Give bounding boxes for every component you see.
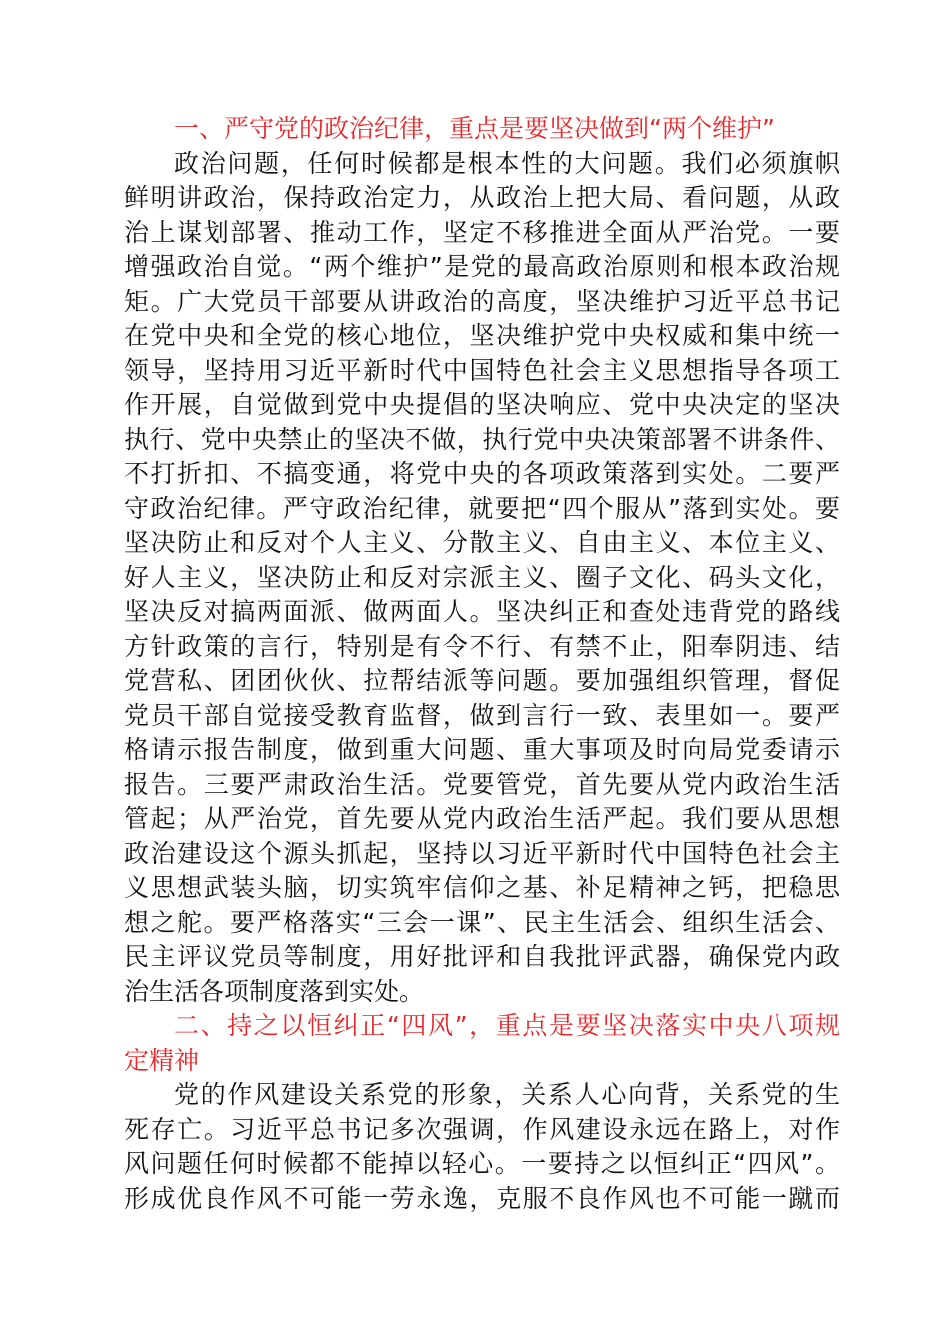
paragraph-line: 矩。广大党员干部要从讲政治的高度，坚决维护习近平总书记 <box>124 286 840 316</box>
paragraph-line: 政治问题，任何时候都是根本性的大问题。我们必须旗帜 <box>174 148 840 178</box>
section-2-heading-continued: 定精神 <box>124 1045 200 1075</box>
paragraph-line: 想之舵。要严格落实“三会一课”、民主生活会、组织生活会、 <box>124 907 840 937</box>
paragraph-line: 坚决防止和反对个人主义、分散主义、自由主义、本位主义、 <box>124 528 840 557</box>
paragraph-line: 方针政策的言行，特别是有令不行、有禁不止，阳奉阴违、结 <box>124 631 840 661</box>
paragraph-line: 党营私、团团伙伙、拉帮结派等问题。要加强组织管理，督促 <box>124 666 840 695</box>
paragraph-line: 党的作风建设关系党的形象，关系人心向背，关系党的生 <box>174 1080 840 1109</box>
paragraph-line: 管起；从严治党，首先要从党内政治生活严起。我们要从思想 <box>124 804 840 833</box>
paragraph-line: 政治建设这个源头抓起，坚持以习近平新时代中国特色社会主 <box>124 838 840 868</box>
paragraph-line: 鲜明讲政治，保持政治定力，从政治上把大局、看问题，从政 <box>124 183 840 212</box>
paragraph-line: 守政治纪律。严守政治纪律，就要把“四个服从”落到实处。要 <box>124 493 840 523</box>
paragraph-line: 治生活各项制度落到实处。 <box>124 976 425 1006</box>
paragraph-line: 作开展，自觉做到党中央提倡的坚决响应、党中央决定的坚决 <box>124 390 840 419</box>
paragraph-line: 形成优良作风不可能一劳永逸，克服不良作风也不可能一蹴而 <box>124 1183 840 1213</box>
paragraph-line: 好人主义，坚决防止和反对宗派主义、圈子文化、码头文化， <box>124 562 840 592</box>
section-2-heading: 二、持之以恒纠正“四风”，重点是要坚决落实中央八项规 <box>174 1011 840 1040</box>
paragraph-line: 格请示报告制度，做到重大问题、重大事项及时向局党委请示 <box>124 735 840 764</box>
paragraph-line: 领导，坚持用习近平新时代中国特色社会主义思想指导各项工 <box>124 355 840 385</box>
paragraph-line: 不打折扣、不搞变通，将党中央的各项政策落到实处。二要严 <box>124 459 840 488</box>
paragraph-line: 执行、党中央禁止的坚决不做，执行党中央决策部署不讲条件、 <box>124 424 840 454</box>
paragraph-line: 党员干部自觉接受教育监督，做到言行一致、表里如一。要严 <box>124 700 840 730</box>
paragraph-line: 治上谋划部署、推动工作，坚定不移推进全面从严治党。一要 <box>124 217 840 247</box>
paragraph-line: 增强政治自觉。“两个维护”是党的最高政治原则和根本政治规 <box>124 252 840 281</box>
document-body <box>124 112 840 1216</box>
paragraph-line: 报告。三要严肃政治生活。党要管党，首先要从党内政治生活 <box>124 769 840 799</box>
paragraph-line: 风问题任何时候都不能掉以轻心。一要持之以恒纠正“四风”。 <box>124 1149 840 1178</box>
paragraph-line: 在党中央和全党的核心地位，坚决维护党中央权威和集中统一 <box>124 321 840 350</box>
paragraph-line: 民主评议党员等制度，用好批评和自我批评武器，确保党内政 <box>124 942 840 971</box>
paragraph-line: 义思想武装头脑，切实筑牢信仰之基、补足精神之钙，把稳思 <box>124 873 840 902</box>
section-1-heading: 一、严守党的政治纪律，重点是要坚决做到“两个维护” <box>174 114 775 143</box>
paragraph-line: 坚决反对搞两面派、做两面人。坚决纠正和查处违背党的路线 <box>124 597 840 626</box>
paragraph-line: 死存亡。习近平总书记多次强调，作风建设永远在路上，对作 <box>124 1114 840 1144</box>
